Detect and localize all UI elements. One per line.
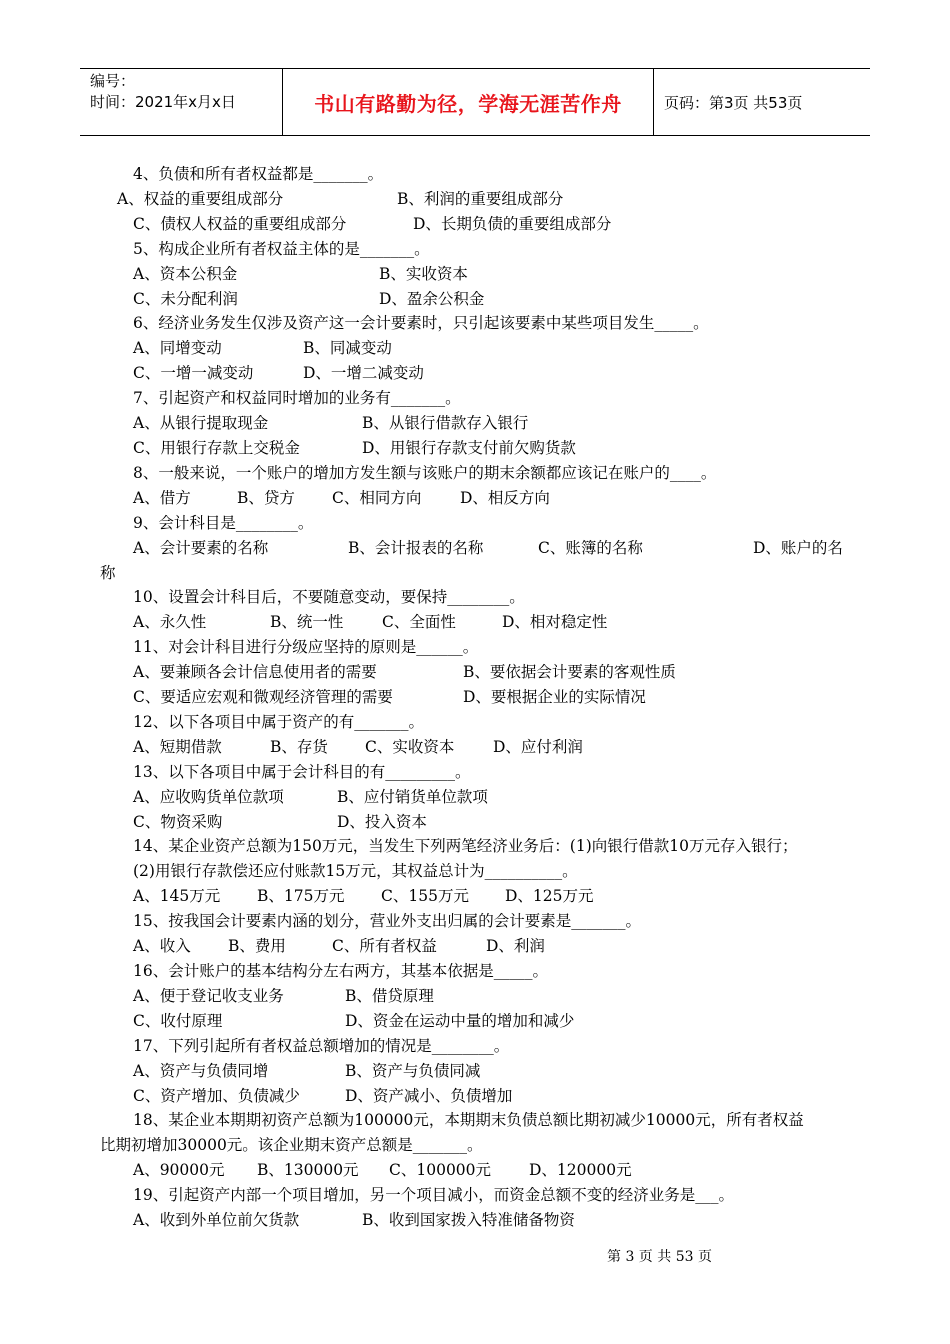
- options-row: [100, 934, 852, 959]
- option-a: A、短期借款: [133, 737, 222, 756]
- options-row: [100, 1208, 852, 1233]
- options-row: [100, 785, 852, 810]
- header-table: [80, 68, 870, 136]
- option-c: C、100000元: [389, 1161, 492, 1180]
- options-row: [100, 486, 852, 511]
- option-d: D、相反方向: [460, 488, 550, 507]
- option-c: C、实收资本: [365, 737, 455, 756]
- option-b: B、费用: [228, 937, 286, 956]
- options-row: [100, 411, 852, 436]
- option-d: D、盈余公积金: [379, 289, 485, 308]
- option-d: D、应付利润: [493, 737, 583, 756]
- options-row: [100, 685, 852, 710]
- options-row: [100, 884, 852, 909]
- question-16: 16、会计账户的基本结构分左右两方，其基本依据是_____。: [133, 962, 548, 980]
- options-row: [100, 361, 852, 386]
- option-c: C、未分配利润: [133, 289, 238, 308]
- question-13: 13、以下各项目中属于会计科目的有_________。: [133, 762, 471, 781]
- number-label: 编号：: [90, 72, 136, 90]
- question-12: 12、以下各项目中属于资产的有_______。: [133, 712, 424, 731]
- option-d: D、要根据企业的实际情况: [463, 688, 646, 707]
- date-label: 时间：2021年x月x日: [90, 93, 236, 111]
- option-c: C、一增一减变动: [133, 364, 254, 383]
- header-left-cell: [80, 69, 282, 135]
- option-b: B、从银行借款存入银行: [362, 414, 529, 433]
- option-d: D、125万元: [505, 887, 594, 906]
- question-15: 15、按我国会计要素内涵的划分，营业外支出归属的会计要素是_______。: [133, 912, 641, 931]
- options-row: [100, 735, 852, 760]
- question-5: 5、构成企业所有者权益主体的是_______。: [133, 239, 430, 258]
- motto-text: 书山有路勤为径，学海无涯苦作舟: [314, 91, 622, 116]
- option-b: B、资产与负债同减: [345, 1061, 481, 1080]
- question-19: 19、引起资产内部一个项目增加，另一个项目减小，而资金总额不变的经济业务是___。: [133, 1186, 734, 1205]
- option-a: A、要兼顾各会计信息使用者的需要: [133, 663, 377, 682]
- options-row: [100, 610, 852, 635]
- option-d: D、资金在运动中量的增加和减少: [345, 1011, 575, 1030]
- option-d: D、120000元: [529, 1161, 632, 1180]
- option-c: C、全面性: [382, 613, 456, 632]
- option-a: A、会计要素的名称: [133, 538, 269, 557]
- question-11: 11、对会计科目进行分级应坚持的原则是______。: [133, 638, 479, 657]
- options-row: [100, 1158, 852, 1183]
- option-d-continuation: 称: [100, 563, 116, 582]
- option-b: B、收到国家拨入特准储备物资: [362, 1211, 575, 1230]
- option-b: B、175万元: [257, 887, 345, 906]
- options-row: [100, 1084, 852, 1109]
- options-row: [100, 660, 852, 685]
- options-row: [100, 436, 852, 461]
- option-d: D、投入资本: [337, 812, 427, 831]
- header-page-cell: [654, 69, 870, 135]
- question-9: 9、会计科目是________。: [133, 513, 314, 532]
- option-c: C、物资采购: [133, 812, 223, 831]
- option-a: A、收到外单位前欠货款: [133, 1211, 300, 1230]
- page-footer: 第 3 页 共 53 页: [607, 1249, 712, 1265]
- option-a: A、收入: [133, 937, 191, 956]
- option-c: C、用银行存款上交税金: [133, 438, 300, 457]
- options-row: [100, 336, 852, 361]
- question-8: 8、一般来说，一个账户的增加方发生额与该账户的期末余额都应该记在账户的____。: [133, 463, 717, 482]
- option-a: A、145万元: [133, 887, 221, 906]
- option-a: A、90000元: [133, 1161, 225, 1180]
- option-b: B、利润的重要组成部分: [397, 189, 564, 208]
- option-c: C、所有者权益: [332, 937, 437, 956]
- options-row: [100, 262, 852, 287]
- option-b: B、应付销货单位款项: [337, 787, 488, 806]
- option-c: C、账簿的名称: [538, 538, 643, 557]
- question-list: [100, 162, 852, 1233]
- option-a: A、便于登记收支业务: [133, 986, 284, 1005]
- question-14-continuation: (2)用银行存款偿还应付账款15万元，其权益总计为__________。: [133, 862, 578, 881]
- option-d: D、一增二减变动: [303, 364, 424, 383]
- option-a: A、应收购货单位款项: [133, 787, 284, 806]
- question-17: 17、下列引起所有者权益总额增加的情况是________。: [133, 1036, 510, 1055]
- options-row: [100, 187, 852, 212]
- question-7: 7、引起资产和权益同时增加的业务有_______。: [133, 389, 461, 408]
- option-d: D、资产减小、负债增加: [345, 1086, 513, 1105]
- option-a: A、同增变动: [133, 339, 222, 358]
- option-d: D、利润: [486, 937, 545, 956]
- options-row: [100, 984, 852, 1009]
- option-a: A、从银行提取现金: [133, 414, 269, 433]
- question-18-continuation: 比期初增加30000元。该企业期末资产总额是_______。: [100, 1136, 483, 1155]
- options-row: [100, 1009, 852, 1034]
- option-d: D、相对稳定性: [502, 613, 608, 632]
- page-code: 页码：第3页 共53页: [664, 93, 803, 112]
- header-motto-cell: [282, 69, 654, 135]
- question-14: 14、某企业资产总额为150万元，当发生下列两笔经济业务后：(1)向银行借款10万元存入银行；: [133, 837, 798, 856]
- question-6: 6、经济业务发生仅涉及资产这一会计要素时，只引起该要素中某些项目发生_____。: [133, 314, 709, 333]
- option-b: B、同减变动: [303, 339, 392, 358]
- option-b: B、统一性: [270, 613, 344, 632]
- option-b: B、130000元: [257, 1161, 359, 1180]
- option-a: A、永久性: [133, 613, 207, 632]
- question-10: 10、设置会计科目后，不要随意变动，要保持________。: [133, 588, 525, 607]
- option-d: D、用银行存款支付前欠购货款: [362, 438, 576, 457]
- options-row: [100, 287, 852, 312]
- option-b: B、实收资本: [379, 264, 468, 283]
- option-b: B、要依据会计要素的客观性质: [463, 663, 676, 682]
- option-d: D、长期负债的重要组成部分: [413, 214, 612, 233]
- option-b: B、存货: [270, 737, 328, 756]
- option-b: B、贷方: [237, 488, 295, 507]
- options-row: [100, 536, 852, 561]
- option-c: C、要适应宏观和微观经济管理的需要: [133, 688, 393, 707]
- option-d: D、账户的名: [753, 538, 843, 557]
- option-a: A、资本公积金: [133, 264, 238, 283]
- option-b: B、会计报表的名称: [348, 538, 484, 557]
- question-4: 4、负债和所有者权益都是_______。: [133, 165, 384, 183]
- question-18: 18、某企业本期期初资产总额为100000元，本期期末负债总额比期初减少10000元，所有者权益: [133, 1111, 804, 1130]
- options-row: [100, 810, 852, 835]
- option-a: A、借方: [133, 488, 191, 507]
- options-row: [100, 1059, 852, 1084]
- option-c: C、债权人权益的重要组成部分: [133, 214, 347, 233]
- option-a: A、资产与负债同增: [133, 1061, 269, 1080]
- option-c: C、资产增加、负债减少: [133, 1086, 300, 1105]
- option-a: A、权益的重要组成部分: [117, 189, 284, 208]
- option-c: C、收付原理: [133, 1011, 223, 1030]
- option-c: C、相同方向: [332, 488, 422, 507]
- options-row: [100, 212, 852, 237]
- option-b: B、借贷原理: [345, 986, 434, 1005]
- option-c: C、155万元: [381, 887, 469, 906]
